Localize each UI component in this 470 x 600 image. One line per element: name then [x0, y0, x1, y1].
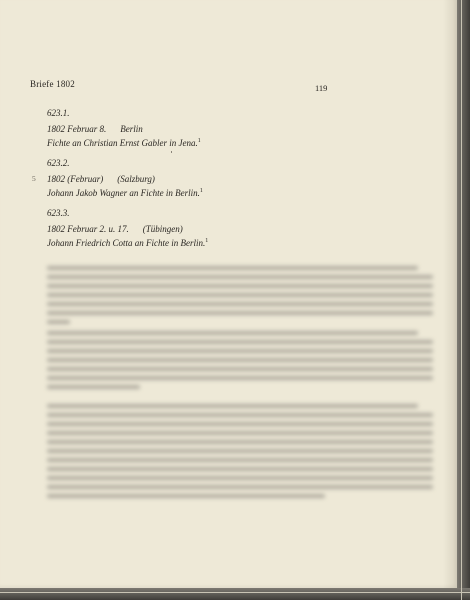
- entry-date-line: [47, 223, 208, 236]
- entry-title: Fichte an Christian Ernst Gabler in Jena.: [47, 138, 198, 148]
- page-shading: [443, 0, 457, 588]
- footnote-marker: 1: [205, 238, 209, 244]
- letter-entry: [47, 107, 201, 150]
- margin-line-number: 5: [32, 174, 36, 183]
- entry-date-line: [47, 123, 201, 136]
- entry-place: (Tübingen): [142, 223, 183, 234]
- footnote-marker: 1: [199, 188, 203, 194]
- entry-title-line: [47, 185, 203, 200]
- running-head: Briefe 1802: [30, 79, 75, 89]
- page-number: 119: [315, 83, 328, 93]
- entry-number: 623.2.: [47, 158, 70, 168]
- page-edge-line: [461, 0, 462, 600]
- footnote-marker: 1: [197, 138, 201, 144]
- page-speck: [171, 151, 172, 153]
- blurred-footnote-block: [47, 266, 433, 329]
- letter-entry: [47, 157, 203, 200]
- entry-title-line: [47, 135, 201, 150]
- entry-date: 1802 (Februar): [47, 173, 104, 184]
- entry-date: 1802 Februar 8.: [47, 123, 107, 134]
- entry-place: (Salzburg): [117, 173, 155, 184]
- entry-place: Berlin: [120, 123, 143, 134]
- entry-title-line: [47, 235, 208, 250]
- entry-number: 623.1.: [47, 108, 70, 118]
- page-edge-right: [457, 0, 470, 600]
- entry-title: Johann Jakob Wagner an Fichte in Berlin.: [47, 188, 200, 198]
- blurred-footnote-block: [47, 404, 433, 503]
- entry-date: 1802 Februar 2. u. 17.: [47, 223, 129, 234]
- page-edge-bottom: [0, 588, 470, 600]
- letter-entry: [47, 207, 208, 250]
- entry-title: Johann Friedrich Cotta an Fichte in Berlin.: [47, 238, 206, 248]
- page-edge-line: [0, 592, 470, 593]
- entry-date-line: [47, 173, 203, 186]
- entry-number: 623.3.: [47, 208, 70, 218]
- blurred-footnote-block: [47, 331, 433, 394]
